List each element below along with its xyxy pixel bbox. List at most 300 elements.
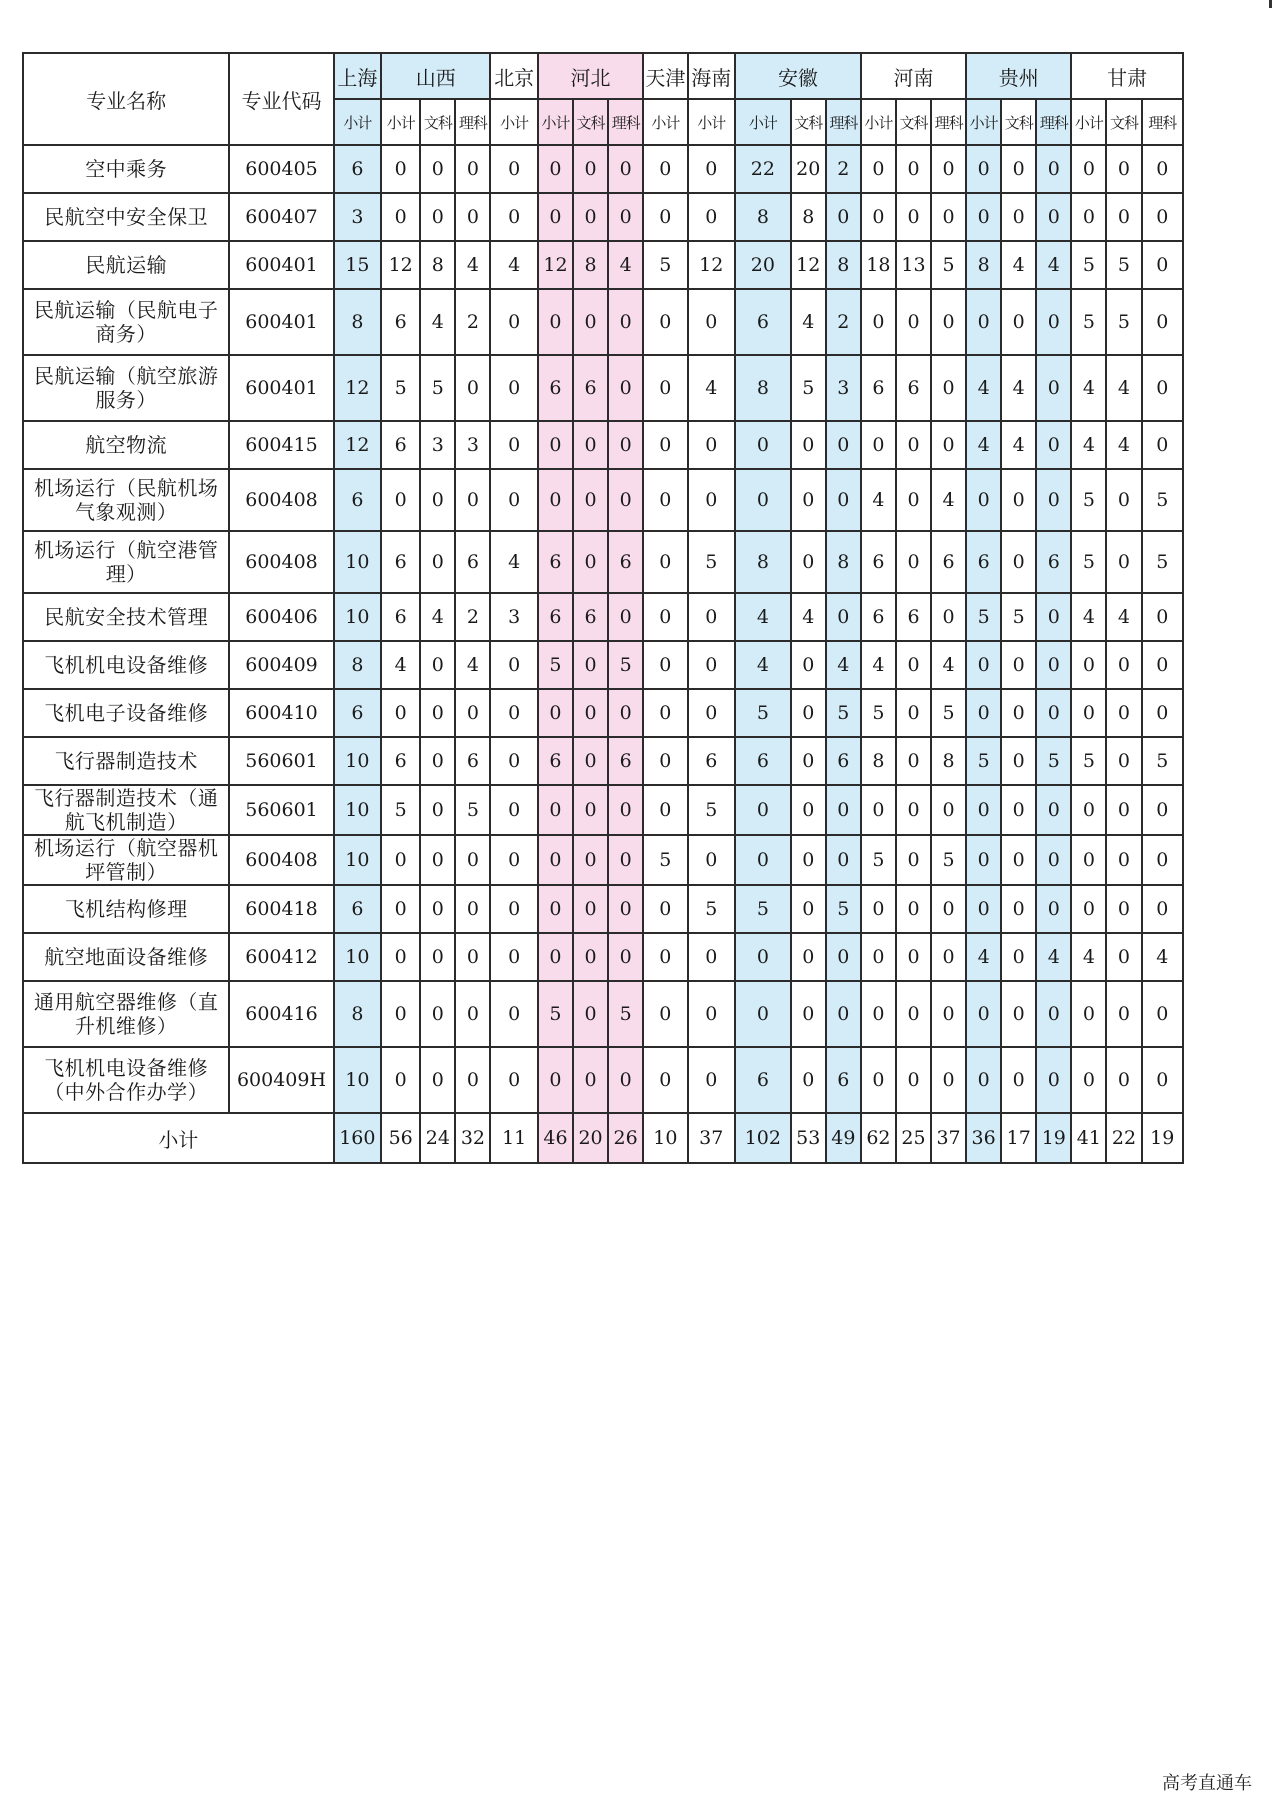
quota-cell: 6 — [861, 355, 896, 421]
quota-cell: 0 — [643, 193, 687, 241]
quota-cell: 0 — [381, 981, 420, 1047]
major-name: 民航运输（民航电子商务） — [23, 289, 229, 355]
quota-cell: 0 — [1142, 289, 1184, 355]
major-code: 600416 — [229, 981, 333, 1047]
table-row — [23, 1047, 1183, 1113]
quota-cell: 6 — [735, 1047, 791, 1113]
quota-cell: 0 — [966, 835, 1001, 885]
quota-cell: 4 — [688, 355, 735, 421]
quota-cell: 0 — [1001, 689, 1036, 737]
quota-cell: 2 — [455, 289, 490, 355]
table-row — [23, 241, 1183, 289]
quota-cell: 0 — [688, 193, 735, 241]
quota-cell: 4 — [1071, 355, 1106, 421]
quota-cell: 0 — [420, 981, 455, 1047]
quota-cell: 5 — [735, 689, 791, 737]
quota-cell: 0 — [538, 1047, 573, 1113]
total-cell: 56 — [381, 1113, 420, 1163]
quota-cell: 4 — [791, 289, 826, 355]
quota-cell: 0 — [861, 193, 896, 241]
header-province: 北京 — [490, 53, 537, 99]
quota-cell: 0 — [791, 531, 826, 593]
major-name: 民航运输 — [23, 241, 229, 289]
quota-cell: 0 — [896, 145, 931, 193]
quota-cell: 0 — [1106, 785, 1141, 835]
total-cell: 19 — [1036, 1113, 1071, 1163]
quota-cell: 0 — [791, 1047, 826, 1113]
quota-cell: 0 — [1036, 641, 1071, 689]
quota-cell: 5 — [608, 981, 643, 1047]
quota-cell: 4 — [735, 593, 791, 641]
quota-cell: 0 — [1036, 355, 1071, 421]
quota-cell: 6 — [826, 737, 861, 785]
quota-cell: 0 — [791, 641, 826, 689]
table-row — [23, 593, 1183, 641]
quota-cell: 0 — [538, 835, 573, 885]
quota-cell: 6 — [538, 355, 573, 421]
quota-cell: 0 — [643, 531, 687, 593]
quota-cell: 4 — [1001, 421, 1036, 469]
quota-cell: 5 — [1071, 737, 1106, 785]
quota-cell: 4 — [490, 241, 537, 289]
header-province: 天津 — [643, 53, 687, 99]
quota-cell: 0 — [490, 689, 537, 737]
quota-cell: 4 — [420, 593, 455, 641]
quota-cell: 0 — [791, 785, 826, 835]
quota-cell: 0 — [1001, 469, 1036, 531]
quota-cell: 8 — [826, 531, 861, 593]
quota-cell: 4 — [1071, 421, 1106, 469]
quota-cell: 0 — [608, 933, 643, 981]
table-body — [23, 145, 1183, 1163]
quota-cell: 0 — [1036, 193, 1071, 241]
quota-cell: 0 — [420, 145, 455, 193]
total-label: 小计 — [23, 1113, 334, 1163]
quota-cell: 0 — [966, 981, 1001, 1047]
quota-cell: 0 — [1071, 641, 1106, 689]
header-subcolumn: 文科 — [791, 99, 826, 145]
quota-cell: 6 — [455, 531, 490, 593]
quota-cell: 6 — [334, 689, 381, 737]
total-cell: 41 — [1071, 1113, 1106, 1163]
quota-cell: 0 — [1001, 785, 1036, 835]
quota-cell: 12 — [791, 241, 826, 289]
quota-cell: 0 — [420, 193, 455, 241]
quota-cell: 4 — [735, 641, 791, 689]
quota-cell: 0 — [896, 289, 931, 355]
quota-cell: 0 — [931, 193, 966, 241]
quota-cell: 0 — [608, 421, 643, 469]
quota-cell: 0 — [643, 933, 687, 981]
header-subcolumn: 理科 — [931, 99, 966, 145]
major-name: 空中乘务 — [23, 145, 229, 193]
quota-cell: 0 — [861, 933, 896, 981]
quota-cell: 12 — [334, 421, 381, 469]
header-province: 海南 — [688, 53, 735, 99]
quota-cell: 0 — [791, 835, 826, 885]
quota-cell: 0 — [538, 785, 573, 835]
quota-cell: 4 — [1001, 355, 1036, 421]
quota-cell: 0 — [420, 785, 455, 835]
quota-cell: 0 — [688, 289, 735, 355]
quota-cell: 5 — [826, 885, 861, 933]
major-name: 飞机机电设备维修（中外合作办学） — [23, 1047, 229, 1113]
quota-cell: 8 — [966, 241, 1001, 289]
quota-cell: 8 — [573, 241, 608, 289]
quota-cell: 0 — [381, 689, 420, 737]
quota-cell: 0 — [1036, 1047, 1071, 1113]
quota-cell: 6 — [334, 885, 381, 933]
major-name: 民航空中安全保卫 — [23, 193, 229, 241]
quota-cell: 0 — [455, 355, 490, 421]
quota-cell: 0 — [455, 689, 490, 737]
quota-cell: 0 — [573, 289, 608, 355]
table-row — [23, 469, 1183, 531]
quota-cell: 8 — [334, 641, 381, 689]
quota-cell: 0 — [826, 981, 861, 1047]
quota-cell: 0 — [1036, 835, 1071, 885]
quota-cell: 0 — [381, 1047, 420, 1113]
quota-cell: 6 — [381, 421, 420, 469]
major-name: 通用航空器维修（直升机维修） — [23, 981, 229, 1047]
quota-cell: 5 — [1106, 289, 1141, 355]
quota-cell: 5 — [420, 355, 455, 421]
quota-cell: 10 — [334, 531, 381, 593]
quota-cell: 0 — [573, 1047, 608, 1113]
major-code: 560601 — [229, 737, 333, 785]
quota-cell: 0 — [1071, 193, 1106, 241]
quota-cell: 0 — [643, 737, 687, 785]
quota-cell: 0 — [573, 145, 608, 193]
quota-cell: 0 — [688, 469, 735, 531]
quota-cell: 0 — [735, 421, 791, 469]
quota-cell: 0 — [455, 193, 490, 241]
quota-cell: 0 — [643, 469, 687, 531]
quota-cell: 0 — [1106, 1047, 1141, 1113]
quota-cell: 20 — [735, 241, 791, 289]
quota-cell: 0 — [381, 885, 420, 933]
quota-cell: 0 — [931, 981, 966, 1047]
quota-cell: 4 — [966, 355, 1001, 421]
table-row — [23, 421, 1183, 469]
quota-cell: 0 — [826, 933, 861, 981]
total-cell: 17 — [1001, 1113, 1036, 1163]
quota-cell: 0 — [1142, 785, 1184, 835]
major-code: 600412 — [229, 933, 333, 981]
quota-cell: 5 — [1142, 531, 1184, 593]
quota-cell: 0 — [381, 835, 420, 885]
header-subcolumn: 理科 — [826, 99, 861, 145]
quota-cell: 0 — [573, 933, 608, 981]
quota-cell: 0 — [1071, 785, 1106, 835]
header-subcolumn: 小计 — [490, 99, 537, 145]
major-name: 飞行器制造技术 — [23, 737, 229, 785]
quota-cell: 5 — [1001, 593, 1036, 641]
quota-cell: 0 — [1001, 641, 1036, 689]
major-name: 飞机结构修理 — [23, 885, 229, 933]
quota-cell: 0 — [455, 835, 490, 885]
major-code: 600401 — [229, 355, 333, 421]
quota-cell: 0 — [608, 885, 643, 933]
quota-cell: 0 — [420, 1047, 455, 1113]
header-subcolumn: 理科 — [1036, 99, 1071, 145]
quota-cell: 4 — [455, 641, 490, 689]
quota-cell: 5 — [931, 689, 966, 737]
quota-cell: 8 — [931, 737, 966, 785]
quota-cell: 0 — [735, 835, 791, 885]
quota-cell: 0 — [1001, 1047, 1036, 1113]
quota-cell: 5 — [1142, 737, 1184, 785]
quota-cell: 5 — [1142, 469, 1184, 531]
quota-cell: 5 — [643, 835, 687, 885]
quota-cell: 0 — [1106, 981, 1141, 1047]
quota-cell: 0 — [538, 421, 573, 469]
quota-cell: 0 — [1001, 933, 1036, 981]
quota-cell: 8 — [735, 193, 791, 241]
quota-cell: 4 — [455, 241, 490, 289]
table-row — [23, 355, 1183, 421]
quota-cell: 4 — [931, 469, 966, 531]
quota-cell: 0 — [1142, 145, 1184, 193]
quota-cell: 5 — [931, 241, 966, 289]
table-row — [23, 193, 1183, 241]
quota-cell: 0 — [490, 933, 537, 981]
quota-cell: 6 — [334, 145, 381, 193]
quota-cell: 0 — [791, 737, 826, 785]
quota-cell: 3 — [490, 593, 537, 641]
quota-cell: 5 — [455, 785, 490, 835]
major-name: 航空地面设备维修 — [23, 933, 229, 981]
quota-cell: 6 — [688, 737, 735, 785]
quota-cell: 3 — [455, 421, 490, 469]
quota-cell: 3 — [334, 193, 381, 241]
quota-cell: 0 — [490, 641, 537, 689]
quota-cell: 0 — [643, 145, 687, 193]
table-row — [23, 981, 1183, 1047]
quota-cell: 0 — [455, 981, 490, 1047]
quota-cell: 0 — [896, 469, 931, 531]
total-cell: 11 — [490, 1113, 537, 1163]
total-row — [23, 1113, 1183, 1163]
quota-cell: 8 — [420, 241, 455, 289]
quota-cell: 8 — [791, 193, 826, 241]
quota-cell: 0 — [735, 469, 791, 531]
quota-cell: 0 — [931, 933, 966, 981]
quota-cell: 0 — [1142, 1047, 1184, 1113]
quota-cell: 8 — [735, 531, 791, 593]
quota-cell: 0 — [1001, 145, 1036, 193]
quota-cell: 0 — [896, 737, 931, 785]
header-subcolumn: 文科 — [420, 99, 455, 145]
quota-cell: 0 — [791, 689, 826, 737]
quota-cell: 5 — [688, 885, 735, 933]
quota-cell: 6 — [538, 593, 573, 641]
quota-cell: 0 — [1001, 737, 1036, 785]
quota-cell: 0 — [1036, 689, 1071, 737]
quota-cell: 4 — [861, 469, 896, 531]
quota-cell: 0 — [455, 885, 490, 933]
quota-cell: 5 — [861, 689, 896, 737]
header-subcolumn: 小计 — [643, 99, 687, 145]
quota-cell: 0 — [573, 737, 608, 785]
quota-cell: 0 — [608, 785, 643, 835]
quota-cell: 0 — [643, 421, 687, 469]
total-cell: 53 — [791, 1113, 826, 1163]
quota-cell: 0 — [688, 981, 735, 1047]
enrollment-plan-table — [22, 52, 1184, 1164]
quota-cell: 5 — [538, 981, 573, 1047]
header-subcolumn: 理科 — [1142, 99, 1184, 145]
quota-cell: 0 — [420, 641, 455, 689]
quota-cell: 0 — [490, 469, 537, 531]
quota-cell: 0 — [608, 145, 643, 193]
quota-cell: 0 — [896, 641, 931, 689]
quota-cell: 6 — [608, 737, 643, 785]
quota-cell: 0 — [455, 933, 490, 981]
quota-cell: 0 — [538, 933, 573, 981]
header-subcolumn: 理科 — [608, 99, 643, 145]
quota-cell: 4 — [826, 641, 861, 689]
major-code: 600409H — [229, 1047, 333, 1113]
quota-cell: 0 — [1106, 531, 1141, 593]
quota-cell: 0 — [791, 469, 826, 531]
quota-cell: 0 — [608, 1047, 643, 1113]
header-major-name: 专业名称 — [23, 53, 229, 145]
quota-cell: 6 — [381, 289, 420, 355]
quota-cell: 6 — [896, 355, 931, 421]
quota-cell: 4 — [420, 289, 455, 355]
quota-cell: 0 — [381, 469, 420, 531]
total-cell: 49 — [826, 1113, 861, 1163]
quota-cell: 5 — [791, 355, 826, 421]
quota-cell: 12 — [538, 241, 573, 289]
quota-cell: 4 — [1036, 241, 1071, 289]
total-cell: 20 — [573, 1113, 608, 1163]
quota-cell: 0 — [608, 593, 643, 641]
quota-cell: 5 — [381, 785, 420, 835]
quota-cell: 0 — [643, 885, 687, 933]
quota-cell: 0 — [688, 421, 735, 469]
quota-cell: 0 — [1106, 737, 1141, 785]
quota-cell: 0 — [1106, 933, 1141, 981]
quota-cell: 4 — [1036, 933, 1071, 981]
quota-cell: 0 — [826, 421, 861, 469]
quota-cell: 5 — [826, 689, 861, 737]
quota-cell: 2 — [826, 289, 861, 355]
quota-cell: 0 — [735, 933, 791, 981]
major-code: 600405 — [229, 145, 333, 193]
quota-cell: 2 — [826, 145, 861, 193]
quota-cell: 0 — [1142, 641, 1184, 689]
quota-cell: 0 — [490, 835, 537, 885]
quota-cell: 0 — [931, 785, 966, 835]
quota-cell: 0 — [490, 1047, 537, 1113]
header-province: 山西 — [381, 53, 490, 99]
quota-cell: 0 — [1142, 421, 1184, 469]
quota-cell: 0 — [896, 689, 931, 737]
quota-cell: 0 — [1106, 835, 1141, 885]
table-row — [23, 145, 1183, 193]
quota-cell: 0 — [420, 531, 455, 593]
quota-cell: 0 — [826, 835, 861, 885]
quota-cell: 6 — [966, 531, 1001, 593]
quota-cell: 8 — [735, 355, 791, 421]
quota-cell: 0 — [931, 421, 966, 469]
quota-cell: 0 — [573, 421, 608, 469]
quota-cell: 0 — [538, 145, 573, 193]
header-subcolumn: 文科 — [573, 99, 608, 145]
quota-cell: 5 — [688, 531, 735, 593]
quota-cell: 8 — [861, 737, 896, 785]
quota-cell: 0 — [1142, 355, 1184, 421]
quota-cell: 0 — [1001, 289, 1036, 355]
quota-cell: 0 — [688, 689, 735, 737]
total-cell: 36 — [966, 1113, 1001, 1163]
quota-cell: 0 — [861, 1047, 896, 1113]
quota-cell: 0 — [1071, 981, 1106, 1047]
quota-cell: 0 — [791, 981, 826, 1047]
quota-cell: 0 — [573, 641, 608, 689]
quota-cell: 0 — [931, 1047, 966, 1113]
quota-cell: 0 — [1071, 689, 1106, 737]
quota-cell: 0 — [826, 785, 861, 835]
quota-cell: 6 — [334, 469, 381, 531]
total-cell: 22 — [1106, 1113, 1141, 1163]
quota-cell: 4 — [791, 593, 826, 641]
total-cell: 62 — [861, 1113, 896, 1163]
quota-cell: 5 — [688, 785, 735, 835]
major-code: 600401 — [229, 289, 333, 355]
quota-cell: 0 — [1001, 885, 1036, 933]
major-name: 民航安全技术管理 — [23, 593, 229, 641]
table-header — [23, 53, 1183, 145]
quota-cell: 0 — [608, 193, 643, 241]
quota-cell: 6 — [735, 737, 791, 785]
quota-cell: 0 — [455, 469, 490, 531]
quota-cell: 2 — [455, 593, 490, 641]
major-code: 600408 — [229, 835, 333, 885]
total-cell: 46 — [538, 1113, 573, 1163]
quota-cell: 0 — [966, 689, 1001, 737]
quota-cell: 0 — [1142, 981, 1184, 1047]
quota-cell: 0 — [420, 835, 455, 885]
quota-cell: 0 — [688, 933, 735, 981]
quota-cell: 4 — [1142, 933, 1184, 981]
quota-cell: 0 — [966, 641, 1001, 689]
major-code: 600408 — [229, 531, 333, 593]
major-code: 600401 — [229, 241, 333, 289]
quota-cell: 0 — [791, 421, 826, 469]
major-code: 600410 — [229, 689, 333, 737]
table-row — [23, 885, 1183, 933]
total-cell: 25 — [896, 1113, 931, 1163]
quota-cell: 0 — [1036, 981, 1071, 1047]
quota-cell: 0 — [1106, 689, 1141, 737]
quota-cell: 0 — [490, 145, 537, 193]
major-name: 机场运行（航空港管理） — [23, 531, 229, 593]
quota-cell: 0 — [826, 593, 861, 641]
quota-cell: 0 — [1106, 885, 1141, 933]
quota-cell: 6 — [861, 593, 896, 641]
quota-cell: 0 — [896, 933, 931, 981]
quota-cell: 10 — [334, 1047, 381, 1113]
quota-cell: 0 — [420, 469, 455, 531]
total-cell: 37 — [688, 1113, 735, 1163]
major-name: 飞机机电设备维修 — [23, 641, 229, 689]
header-province: 河北 — [538, 53, 643, 99]
major-code: 560601 — [229, 785, 333, 835]
quota-cell: 5 — [643, 241, 687, 289]
